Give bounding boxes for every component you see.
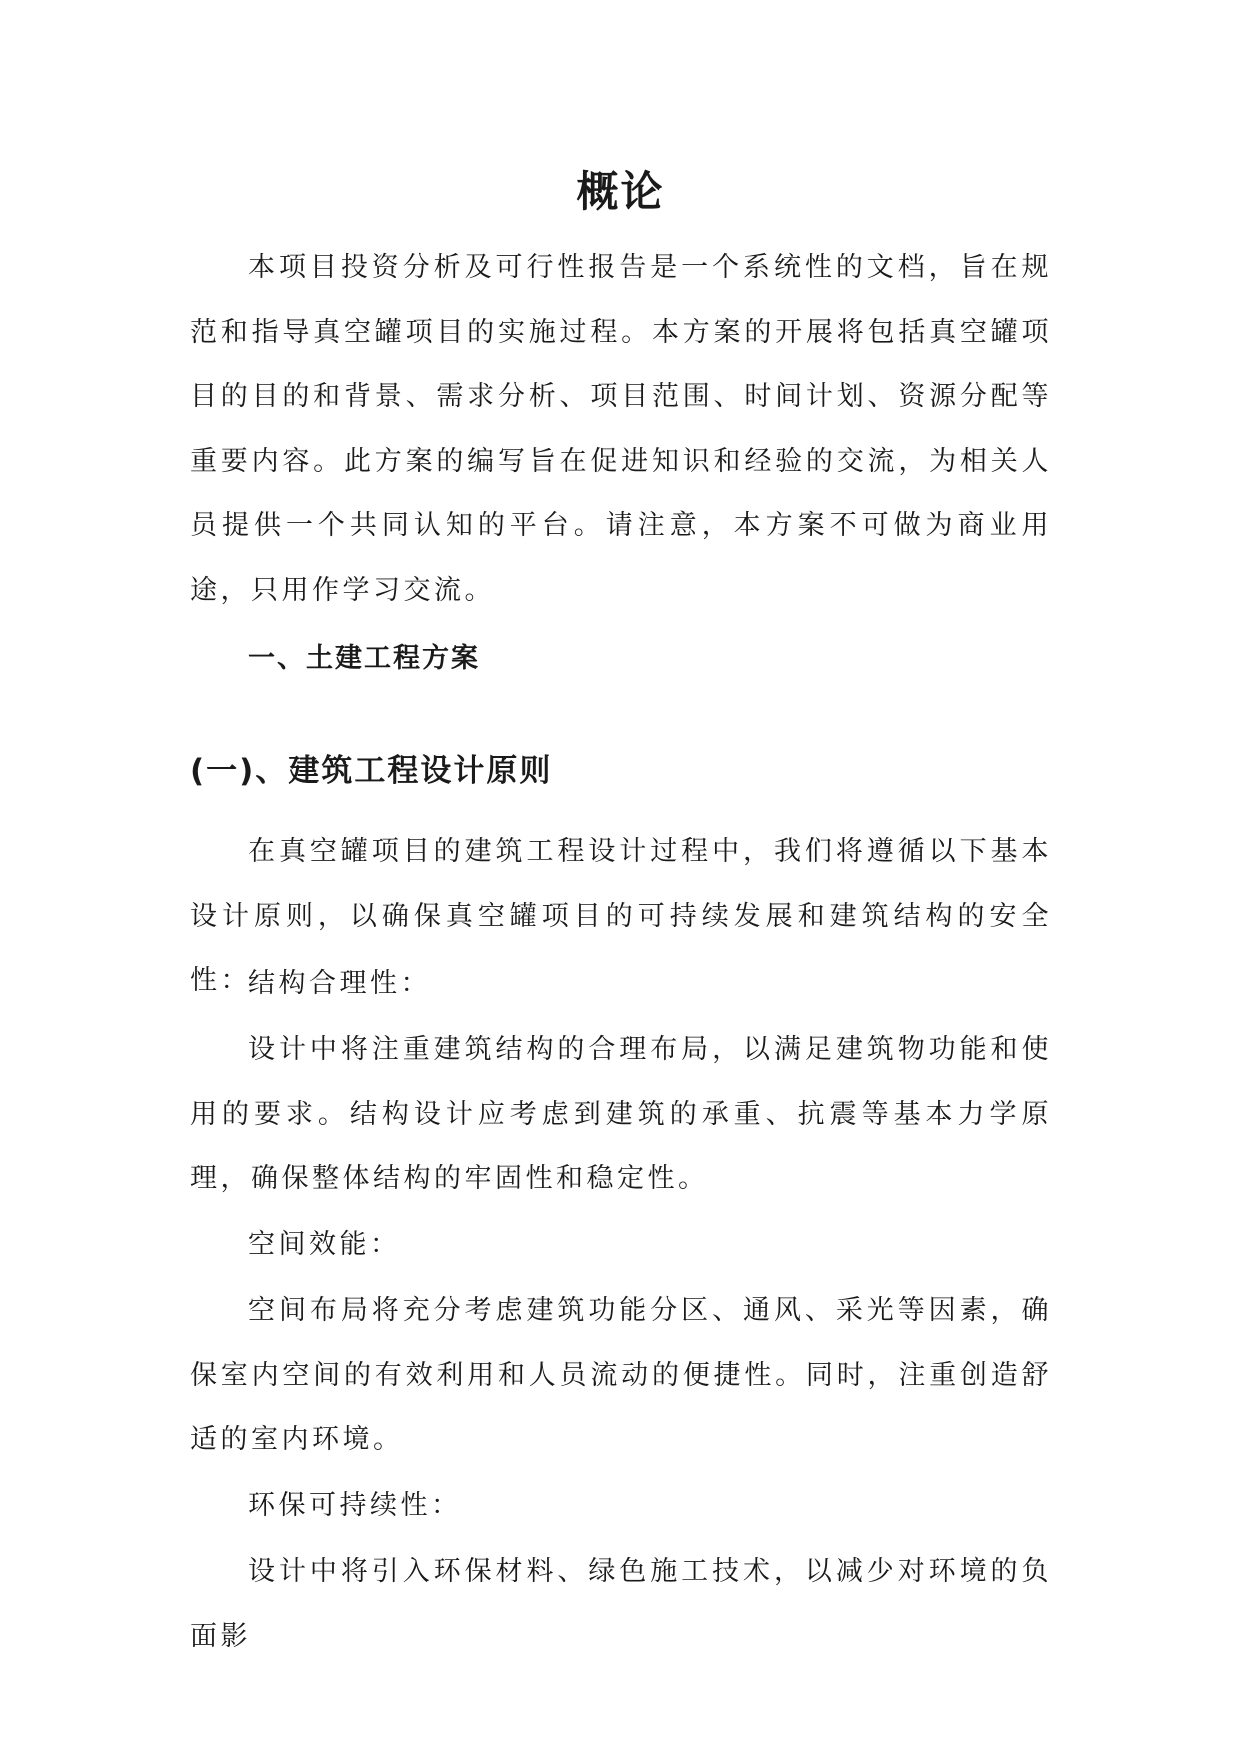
item-label-structure: 结构合理性： xyxy=(248,968,431,999)
item-text-environment: 设计中将引入环保材料、绿色施工技术，以减少对环境的负面影 xyxy=(190,1556,1052,1652)
section-heading: 一、土建工程方案 xyxy=(248,643,480,674)
principles-intro-paragraph: 在真空罐项目的建筑工程设计过程中，我们将遵循以下基本设计原则，以确保真空罐项目的可持续发展和建筑结构的安全性： xyxy=(190,836,1052,996)
item-text-space: 空间布局将充分考虑建筑功能分区、通风、采光等因素，确保室内空间的有效利用和人员流动的便捷性。同时，注重创造舒适的室内环境。 xyxy=(190,1295,1052,1455)
subsection-heading: (一)、建筑工程设计原则 xyxy=(190,753,553,789)
item-label-environment: 环保可持续性： xyxy=(248,1490,462,1521)
intro-paragraph: 本项目投资分析及可行性报告是一个系统性的文档，旨在规范和指导真空罐项目的实施过程。本方案的开展将包括真空罐项目的目的和背景、需求分析、项目范围、时间计划、资源分配等重要内容。此方案的编写旨在促进知识和经验的交流，为相关人员提供一个共同认知的平台。请注意，本方案不可做为商业用途，只用作学习交流。 xyxy=(190,252,1052,606)
page-title: 概论 xyxy=(576,167,665,216)
item-label-space: 空间效能： xyxy=(248,1229,401,1260)
item-text-structure: 设计中将注重建筑结构的合理布局，以满足建筑物功能和使用的要求。结构设计应考虑到建筑的承重、抗震等基本力学原理，确保整体结构的牢固性和稳定性。 xyxy=(190,1034,1052,1194)
